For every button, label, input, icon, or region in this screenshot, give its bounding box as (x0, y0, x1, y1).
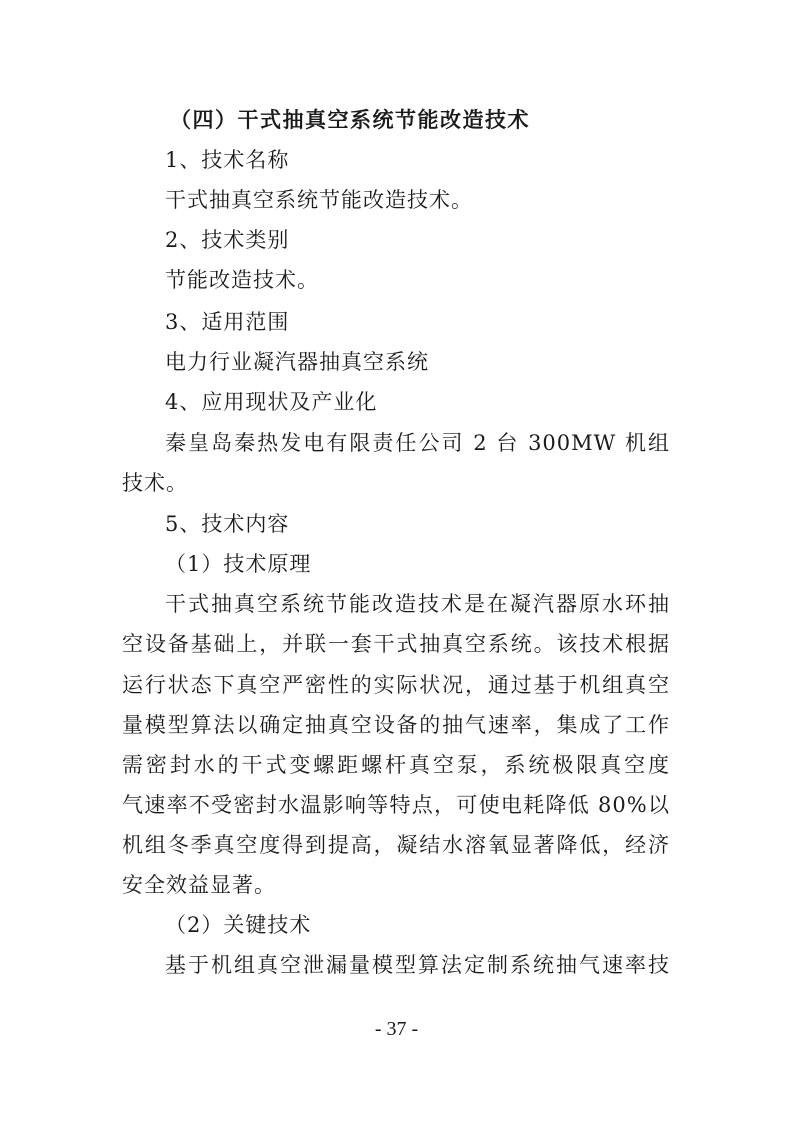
key-technology-text: 基于机组真空泄漏量模型算法定制系统抽气速率技 (165, 953, 670, 977)
application-status-heading: 4、应用现状及产业化 (165, 390, 378, 414)
principle-heading: （1）技术原理 (165, 552, 312, 576)
technology-category-heading: 2、技术类别 (165, 228, 290, 252)
application-status-line: 秦皇岛秦热发电有限责任公司 2 台 300MW 机组 (165, 431, 670, 455)
principle-line: 干式抽真空系统节能改造技术是在凝汽器原水环抽 (165, 592, 670, 616)
application-status-line: 技术。 (122, 471, 188, 495)
principle-line: 量模型算法以确定抽真空设备的抽气速率，集成了工作 (122, 713, 670, 737)
key-technology-heading: （2）关键技术 (165, 913, 312, 937)
principle-line: 空设备基础上，并联一套干式抽真空系统。该技术根据 (122, 632, 670, 656)
technology-name-text: 干式抽真空系统节能改造技术。 (165, 188, 473, 212)
principle-line: 机组冬季真空度得到提高，凝结水溶氧显著降低，经济 (122, 833, 670, 857)
principle-line: 需密封水的干式变螺距螺杆真空泵，系统极限真空度 (122, 753, 670, 777)
principle-line: 气速率不受密封水温影响等特点，可使电耗降低 80%以 (122, 793, 670, 817)
technology-content-heading: 5、技术内容 (165, 512, 290, 536)
page-number: - 37 - (374, 1018, 419, 1040)
scope-heading: 3、适用范围 (165, 310, 290, 334)
section-title: （四）干式抽真空系统节能改造技术 (170, 107, 530, 132)
principle-line: 运行状态下真空严密性的实际状况，通过基于机组真空 (122, 673, 670, 697)
technology-name-heading: 1、技术名称 (165, 148, 290, 172)
technology-category-text: 节能改造技术。 (165, 268, 319, 292)
scope-text: 电力行业凝汽器抽真空系统 (165, 350, 429, 374)
principle-line: 安全效益显著。 (122, 873, 276, 897)
